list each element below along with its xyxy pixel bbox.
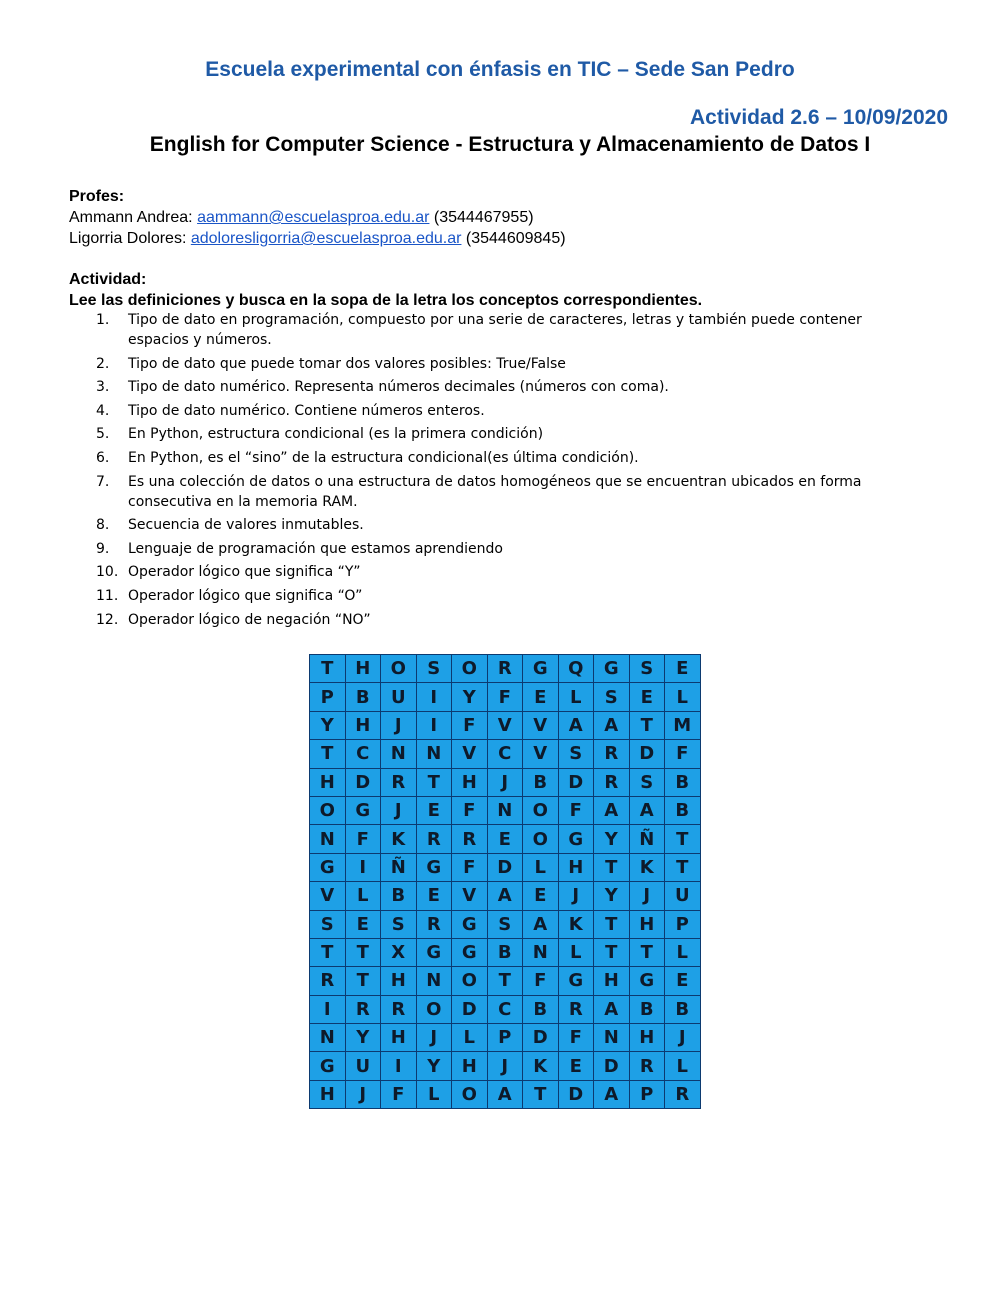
grid-cell[interactable]: H bbox=[310, 768, 346, 796]
grid-cell[interactable]: R bbox=[381, 995, 417, 1023]
grid-cell[interactable]: T bbox=[310, 655, 346, 683]
grid-row bbox=[310, 711, 701, 739]
grid-cell[interactable]: Ñ bbox=[381, 853, 417, 881]
grid-row bbox=[310, 825, 701, 853]
grid-cell[interactable]: E bbox=[665, 967, 701, 995]
grid-cell[interactable]: F bbox=[665, 740, 701, 768]
grid-cell[interactable]: A bbox=[487, 882, 523, 910]
definition-item bbox=[96, 354, 896, 374]
grid-cell[interactable]: L bbox=[523, 853, 559, 881]
grid-cell[interactable]: R bbox=[594, 768, 630, 796]
grid-cell[interactable]: A bbox=[594, 1080, 630, 1108]
grid-cell[interactable]: F bbox=[558, 1024, 594, 1052]
grid-cell[interactable]: V bbox=[523, 711, 559, 739]
definition-number: 2. bbox=[96, 355, 110, 372]
grid-cell[interactable]: O bbox=[523, 825, 559, 853]
definition-number: 5. bbox=[96, 426, 110, 443]
definition-item bbox=[96, 310, 896, 350]
grid-cell[interactable]: R bbox=[594, 740, 630, 768]
grid-cell[interactable]: I bbox=[345, 853, 381, 881]
grid-cell[interactable]: G bbox=[629, 967, 665, 995]
grid-cell[interactable]: B bbox=[665, 796, 701, 824]
grid-cell[interactable]: F bbox=[452, 711, 488, 739]
grid-cell[interactable]: L bbox=[558, 683, 594, 711]
grid-cell[interactable]: T bbox=[594, 938, 630, 966]
teacher-phone: (3544467955) bbox=[429, 209, 534, 226]
grid-cell[interactable]: O bbox=[310, 796, 346, 824]
grid-cell[interactable]: N bbox=[523, 938, 559, 966]
grid-cell[interactable]: G bbox=[416, 938, 452, 966]
definition-text: En Python, es el “sino” de la estructura condicional(es última condición). bbox=[128, 449, 639, 466]
definition-text: Secuencia de valores inmutables. bbox=[128, 517, 364, 534]
grid-cell[interactable]: D bbox=[558, 1080, 594, 1108]
grid-cell[interactable]: O bbox=[452, 1080, 488, 1108]
grid-cell[interactable]: U bbox=[345, 1052, 381, 1080]
definition-text: Tipo de dato numérico. Representa números decimales (números con coma). bbox=[128, 379, 669, 396]
grid-cell[interactable]: R bbox=[416, 825, 452, 853]
activity-instructions: Lee las definiciones y busca en la sopa de la letra los conceptos correspondientes. bbox=[69, 292, 703, 309]
grid-cell[interactable]: H bbox=[345, 711, 381, 739]
grid-cell[interactable]: V bbox=[452, 882, 488, 910]
grid-cell[interactable]: J bbox=[487, 768, 523, 796]
grid-cell[interactable]: T bbox=[345, 967, 381, 995]
grid-cell[interactable]: J bbox=[381, 796, 417, 824]
grid-cell[interactable]: L bbox=[416, 1080, 452, 1108]
grid-cell[interactable]: L bbox=[665, 938, 701, 966]
grid-cell[interactable]: O bbox=[452, 967, 488, 995]
grid-row bbox=[310, 938, 701, 966]
grid-cell[interactable]: N bbox=[310, 1024, 346, 1052]
grid-cell[interactable]: B bbox=[523, 768, 559, 796]
grid-cell[interactable]: F bbox=[523, 967, 559, 995]
grid-row bbox=[310, 967, 701, 995]
grid-cell[interactable]: A bbox=[594, 796, 630, 824]
grid-cell[interactable]: Y bbox=[594, 825, 630, 853]
grid-row bbox=[310, 995, 701, 1023]
grid-cell[interactable]: P bbox=[629, 1080, 665, 1108]
grid-cell[interactable]: Y bbox=[594, 882, 630, 910]
grid-cell[interactable]: B bbox=[345, 683, 381, 711]
definitions-list bbox=[96, 310, 896, 633]
definition-text: Operador lógico de negación “NO” bbox=[128, 611, 371, 628]
teacher-name: Ammann Andrea: bbox=[69, 209, 198, 226]
grid-cell[interactable]: H bbox=[629, 1024, 665, 1052]
grid-cell[interactable]: B bbox=[665, 768, 701, 796]
grid-cell[interactable]: A bbox=[594, 711, 630, 739]
grid-cell[interactable]: A bbox=[629, 796, 665, 824]
grid-cell[interactable]: E bbox=[487, 825, 523, 853]
grid-cell[interactable]: C bbox=[487, 995, 523, 1023]
subject-title: English for Computer Science - Estructura y Almacenamiento de Datos I bbox=[149, 133, 871, 156]
teacher-name: Ligorria Dolores: bbox=[69, 230, 191, 247]
grid-cell[interactable]: E bbox=[523, 683, 559, 711]
definition-item bbox=[96, 448, 896, 468]
grid-cell[interactable]: R bbox=[452, 825, 488, 853]
grid-cell[interactable]: A bbox=[487, 1080, 523, 1108]
grid-cell[interactable]: V bbox=[310, 882, 346, 910]
grid-cell[interactable]: G bbox=[345, 796, 381, 824]
grid-cell[interactable]: T bbox=[665, 853, 701, 881]
grid-cell[interactable]: G bbox=[310, 1052, 346, 1080]
grid-cell[interactable]: S bbox=[416, 655, 452, 683]
grid-cell[interactable]: R bbox=[665, 1080, 701, 1108]
teacher-email-link[interactable]: adoloresligorria@escuelasproa.edu.ar bbox=[190, 230, 462, 247]
grid-cell[interactable]: J bbox=[416, 1024, 452, 1052]
grid-cell[interactable]: C bbox=[345, 740, 381, 768]
grid-cell[interactable]: L bbox=[558, 938, 594, 966]
grid-cell[interactable]: J bbox=[558, 882, 594, 910]
grid-cell[interactable]: J bbox=[381, 711, 417, 739]
definition-text: En Python, estructura condicional (es la primera condición) bbox=[128, 426, 544, 443]
grid-cell[interactable]: P bbox=[310, 683, 346, 711]
grid-cell[interactable]: K bbox=[629, 853, 665, 881]
grid-cell[interactable]: S bbox=[310, 910, 346, 938]
grid-cell[interactable]: E bbox=[416, 882, 452, 910]
definition-item bbox=[96, 562, 896, 582]
grid-cell[interactable]: T bbox=[416, 768, 452, 796]
grid-cell[interactable]: R bbox=[416, 910, 452, 938]
grid-cell[interactable]: S bbox=[629, 768, 665, 796]
definition-number: 9. bbox=[96, 540, 110, 557]
grid-cell[interactable]: S bbox=[558, 740, 594, 768]
definition-number: 6. bbox=[96, 449, 110, 466]
grid-cell[interactable]: J bbox=[345, 1080, 381, 1108]
grid-cell[interactable]: H bbox=[381, 967, 417, 995]
grid-cell[interactable]: G bbox=[452, 938, 488, 966]
grid-cell[interactable]: F bbox=[487, 683, 523, 711]
grid-cell[interactable]: I bbox=[416, 711, 452, 739]
grid-cell[interactable]: K bbox=[381, 825, 417, 853]
grid-cell[interactable]: E bbox=[416, 796, 452, 824]
grid-cell[interactable]: E bbox=[558, 1052, 594, 1080]
grid-cell[interactable]: G bbox=[558, 825, 594, 853]
grid-cell[interactable]: N bbox=[310, 825, 346, 853]
definition-item bbox=[96, 424, 896, 444]
grid-cell[interactable]: T bbox=[665, 825, 701, 853]
grid-cell[interactable]: G bbox=[594, 655, 630, 683]
grid-cell[interactable]: R bbox=[487, 655, 523, 683]
grid-cell[interactable]: T bbox=[345, 938, 381, 966]
grid-cell[interactable]: H bbox=[452, 768, 488, 796]
grid-cell[interactable]: O bbox=[452, 655, 488, 683]
definition-text: Es una colección de datos o una estructura de datos homogéneos que se encuentran ubicados en forma consecutiva en la memoria RAM. bbox=[128, 473, 862, 510]
teachers-section bbox=[69, 186, 566, 249]
grid-row bbox=[310, 1024, 701, 1052]
grid-cell[interactable]: Ñ bbox=[629, 825, 665, 853]
grid-cell[interactable]: Q bbox=[558, 655, 594, 683]
teacher-phone: (3544609845) bbox=[461, 230, 566, 247]
grid-cell[interactable]: O bbox=[523, 796, 559, 824]
grid-cell[interactable]: P bbox=[487, 1024, 523, 1052]
grid-cell[interactable]: T bbox=[487, 967, 523, 995]
grid-cell[interactable]: N bbox=[594, 1024, 630, 1052]
definition-number: 10. bbox=[96, 564, 119, 581]
grid-cell[interactable]: R bbox=[310, 967, 346, 995]
grid-cell[interactable]: D bbox=[523, 1024, 559, 1052]
grid-cell[interactable]: D bbox=[594, 1052, 630, 1080]
definition-text: Tipo de dato numérico. Contiene números enteros. bbox=[128, 402, 485, 419]
definition-item bbox=[96, 586, 896, 606]
grid-cell[interactable]: T bbox=[310, 938, 346, 966]
grid-cell[interactable]: G bbox=[416, 853, 452, 881]
grid-cell[interactable]: B bbox=[487, 938, 523, 966]
grid-cell[interactable]: J bbox=[665, 1024, 701, 1052]
grid-cell[interactable]: T bbox=[310, 740, 346, 768]
grid-cell[interactable]: R bbox=[629, 1052, 665, 1080]
word-search-grid bbox=[309, 654, 701, 1109]
definition-item bbox=[96, 539, 896, 559]
grid-cell[interactable]: S bbox=[381, 910, 417, 938]
grid-cell[interactable]: I bbox=[310, 995, 346, 1023]
grid-cell[interactable]: F bbox=[558, 796, 594, 824]
grid-cell[interactable]: R bbox=[345, 995, 381, 1023]
definition-number: 8. bbox=[96, 517, 110, 534]
grid-row bbox=[310, 683, 701, 711]
grid-cell[interactable]: Y bbox=[310, 711, 346, 739]
definition-number: 11. bbox=[96, 587, 119, 604]
grid-row bbox=[310, 768, 701, 796]
grid-cell[interactable]: K bbox=[523, 1052, 559, 1080]
grid-cell[interactable]: F bbox=[452, 796, 488, 824]
definition-item bbox=[96, 515, 896, 535]
grid-cell[interactable]: L bbox=[665, 1052, 701, 1080]
grid-cell[interactable]: U bbox=[665, 882, 701, 910]
grid-cell[interactable]: R bbox=[558, 995, 594, 1023]
grid-cell[interactable]: V bbox=[487, 711, 523, 739]
grid-cell[interactable]: M bbox=[665, 711, 701, 739]
grid-cell[interactable]: G bbox=[558, 967, 594, 995]
teacher-email-link[interactable]: aammann@escuelasproa.edu.ar bbox=[197, 209, 430, 226]
grid-cell[interactable]: A bbox=[594, 995, 630, 1023]
grid-cell[interactable]: J bbox=[487, 1052, 523, 1080]
grid-cell[interactable]: S bbox=[629, 655, 665, 683]
grid-cell[interactable]: L bbox=[665, 683, 701, 711]
definition-item bbox=[96, 610, 896, 630]
definition-text: Tipo de dato que puede tomar dos valores posibles: True/False bbox=[128, 355, 566, 372]
grid-cell[interactable]: L bbox=[345, 882, 381, 910]
grid-cell[interactable]: T bbox=[629, 711, 665, 739]
grid-cell[interactable]: O bbox=[381, 655, 417, 683]
grid-cell[interactable]: D bbox=[487, 853, 523, 881]
grid-cell[interactable]: T bbox=[594, 853, 630, 881]
grid-row bbox=[310, 1080, 701, 1108]
grid-cell[interactable]: F bbox=[452, 853, 488, 881]
grid-cell[interactable]: D bbox=[345, 768, 381, 796]
definition-number: 1. bbox=[96, 312, 110, 328]
grid-row bbox=[310, 740, 701, 768]
grid-cell[interactable]: Y bbox=[416, 1052, 452, 1080]
definition-item bbox=[96, 377, 896, 397]
grid-cell[interactable]: X bbox=[381, 938, 417, 966]
grid-cell[interactable]: I bbox=[416, 683, 452, 711]
grid-cell[interactable]: V bbox=[523, 740, 559, 768]
grid-cell[interactable]: V bbox=[452, 740, 488, 768]
definition-item bbox=[96, 401, 896, 421]
grid-cell[interactable]: H bbox=[381, 1024, 417, 1052]
grid-cell[interactable]: Y bbox=[452, 683, 488, 711]
definition-text: Operador lógico que significa “Y” bbox=[128, 564, 361, 581]
grid-cell[interactable]: T bbox=[594, 910, 630, 938]
grid-cell[interactable]: U bbox=[381, 683, 417, 711]
grid-cell[interactable]: G bbox=[310, 853, 346, 881]
grid-cell[interactable]: B bbox=[523, 995, 559, 1023]
grid-cell[interactable]: A bbox=[523, 910, 559, 938]
grid-cell[interactable]: I bbox=[381, 1052, 417, 1080]
grid-cell[interactable]: H bbox=[558, 853, 594, 881]
activity-date: Actividad 2.6 – 10/09/2020 bbox=[690, 106, 948, 129]
grid-cell[interactable]: H bbox=[594, 967, 630, 995]
grid-cell[interactable]: F bbox=[345, 825, 381, 853]
definition-text: Operador lógico que significa “O” bbox=[128, 587, 363, 604]
grid-cell[interactable]: D bbox=[452, 995, 488, 1023]
grid-cell[interactable]: L bbox=[452, 1024, 488, 1052]
grid-row bbox=[310, 1052, 701, 1080]
definition-number: 3. bbox=[96, 379, 110, 396]
grid-cell[interactable]: E bbox=[345, 910, 381, 938]
grid-cell[interactable]: E bbox=[665, 655, 701, 683]
grid-cell[interactable]: G bbox=[523, 655, 559, 683]
definition-number: 12. bbox=[96, 611, 119, 628]
grid-cell[interactable]: H bbox=[452, 1052, 488, 1080]
grid-cell[interactable]: B bbox=[381, 882, 417, 910]
grid-cell[interactable]: T bbox=[629, 938, 665, 966]
grid-cell[interactable]: N bbox=[416, 967, 452, 995]
grid-row bbox=[310, 910, 701, 938]
grid-cell[interactable]: E bbox=[629, 683, 665, 711]
grid-cell[interactable]: N bbox=[416, 740, 452, 768]
definition-text: Tipo de dato en programación, compuesto por una serie de caracteres, letras y también puede contener espacios y números. bbox=[128, 312, 862, 348]
grid-row bbox=[310, 853, 701, 881]
grid-cell[interactable]: T bbox=[523, 1080, 559, 1108]
definition-item bbox=[96, 472, 896, 512]
grid-cell[interactable]: H bbox=[629, 910, 665, 938]
grid-cell[interactable]: O bbox=[416, 995, 452, 1023]
definition-number: 4. bbox=[96, 402, 110, 419]
definition-number: 7. bbox=[96, 473, 110, 490]
grid-cell[interactable]: D bbox=[629, 740, 665, 768]
grid-cell[interactable]: P bbox=[665, 910, 701, 938]
grid-cell[interactable]: B bbox=[629, 995, 665, 1023]
grid-cell[interactable]: S bbox=[594, 683, 630, 711]
definition-text: Lenguaje de programación que estamos aprendiendo bbox=[128, 540, 503, 557]
grid-cell[interactable]: H bbox=[310, 1080, 346, 1108]
grid-cell[interactable]: G bbox=[452, 910, 488, 938]
grid-cell[interactable]: B bbox=[665, 995, 701, 1023]
grid-cell[interactable]: J bbox=[629, 882, 665, 910]
grid-cell[interactable]: E bbox=[523, 882, 559, 910]
activity-section bbox=[69, 269, 702, 311]
grid-cell[interactable]: R bbox=[381, 768, 417, 796]
grid-cell[interactable]: F bbox=[381, 1080, 417, 1108]
teachers-label: Profes: bbox=[69, 188, 125, 205]
grid-cell[interactable]: K bbox=[558, 910, 594, 938]
grid-cell[interactable]: D bbox=[558, 768, 594, 796]
grid-cell[interactable]: H bbox=[345, 655, 381, 683]
activity-label: Actividad: bbox=[69, 271, 147, 288]
grid-row bbox=[310, 655, 701, 683]
school-title: Escuela experimental con énfasis en TIC – Sede San Pedro bbox=[205, 58, 795, 81]
teacher-line bbox=[69, 207, 566, 228]
grid-cell[interactable]: S bbox=[487, 910, 523, 938]
grid-cell[interactable]: A bbox=[558, 711, 594, 739]
grid-cell[interactable]: Y bbox=[345, 1024, 381, 1052]
teacher-line bbox=[69, 228, 566, 249]
grid-cell[interactable]: C bbox=[487, 740, 523, 768]
grid-cell[interactable]: N bbox=[487, 796, 523, 824]
grid-row bbox=[310, 796, 701, 824]
grid-row bbox=[310, 882, 701, 910]
grid-cell[interactable]: N bbox=[381, 740, 417, 768]
